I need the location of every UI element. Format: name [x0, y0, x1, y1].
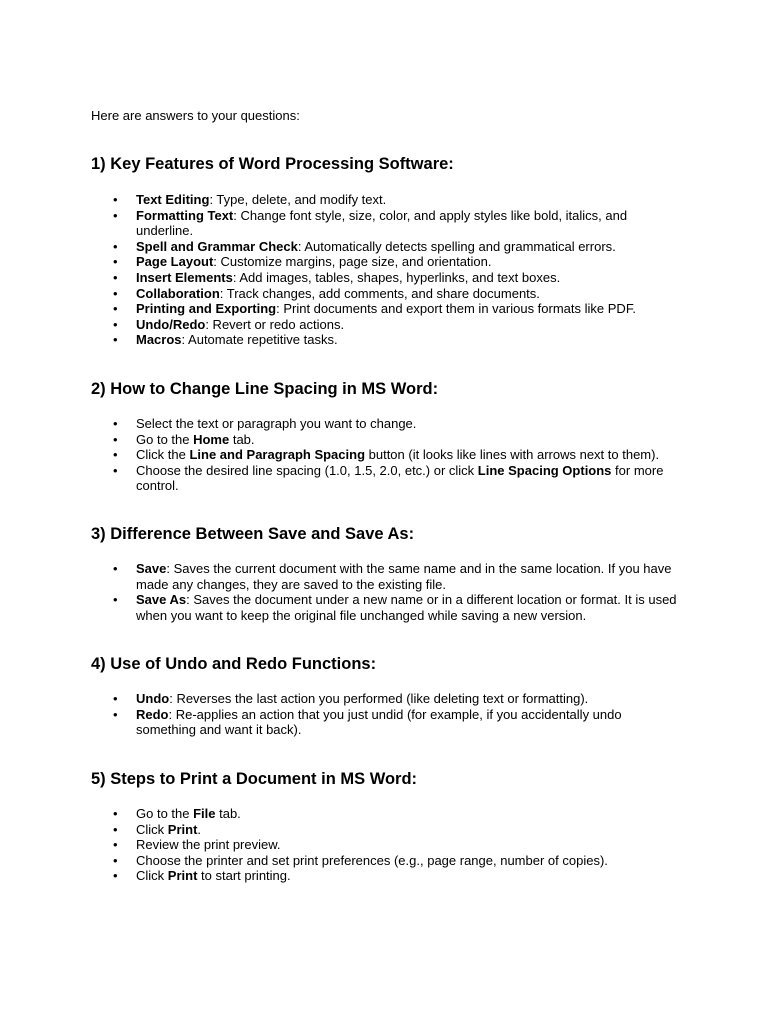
- list-item: • Insert Elements: Add images, tables, shapes, hyperlinks, and text boxes.: [113, 269, 561, 285]
- list-item: • Formatting Text: Change font style, size, color, and apply styles like bold, italics, and underline.: [113, 207, 628, 239]
- bullet-icon: •: [113, 207, 118, 223]
- document-page: [91, 108, 683, 884]
- list-item: • Undo: Reverses the last action you performed (like deleting text or formatting).: [113, 691, 589, 707]
- list-item: • Redo: Re-applies an action that you just undid (for example, if you accidentally undo something and want it back).: [113, 706, 622, 738]
- list-item: • Click the Line and Paragraph Spacing button (it looks like lines with arrows next to them).: [113, 447, 660, 463]
- list-item: • Go to the Home tab.: [113, 431, 255, 447]
- section-3-list: [91, 561, 683, 623]
- section-1-heading: 1) Key Features of Word Processing Software:: [91, 155, 454, 173]
- bullet-icon: •: [113, 462, 118, 478]
- list-item: • Select the text or paragraph you want to change.: [113, 415, 417, 431]
- list-item: • Review the print preview.: [113, 837, 281, 853]
- bullet-icon: •: [113, 316, 118, 332]
- list-item: • Spell and Grammar Check: Automatically detects spelling and grammatical errors.: [113, 238, 616, 254]
- bullet-icon: •: [113, 301, 118, 317]
- list-item: • Go to the File tab.: [113, 806, 241, 822]
- bullet-icon: •: [113, 868, 118, 884]
- list-item: • Click Print.: [113, 821, 202, 837]
- bullet-icon: •: [113, 691, 118, 707]
- section-4-list: [91, 691, 683, 738]
- bullet-icon: •: [113, 431, 118, 447]
- bullet-icon: •: [113, 821, 118, 837]
- list-item: • Collaboration: Track changes, add comments, and share documents.: [113, 285, 540, 301]
- bullet-icon: •: [113, 269, 118, 285]
- list-item: • Undo/Redo: Revert or redo actions.: [113, 316, 345, 332]
- bullet-icon: •: [113, 592, 118, 608]
- bullet-icon: •: [113, 447, 118, 463]
- section-3-heading: 3) Difference Between Save and Save As:: [91, 524, 415, 543]
- bullet-icon: •: [113, 806, 118, 822]
- list-item: • Text Editing: Type, delete, and modify text.: [113, 192, 387, 207]
- bullet-icon: •: [113, 852, 118, 868]
- section-5-heading: 5) Steps to Print a Document in MS Word:: [91, 770, 418, 789]
- bullet-icon: •: [113, 254, 118, 270]
- list-item: • Save: Saves the current document with the same name and in the same location. If you have made any changes, they are saved to the existing file.: [113, 560, 672, 592]
- list-item: • Choose the desired line spacing (1.0, 1.5, 2.0, etc.) or click Line Spacing Options for more control.: [113, 462, 664, 494]
- bullet-icon: •: [113, 415, 118, 431]
- section-2-heading: 2) How to Change Line Spacing in MS Word:: [91, 379, 439, 398]
- section-2-list: [91, 416, 683, 494]
- bullet-icon: •: [113, 332, 118, 348]
- list-item: • Page Layout: Customize margins, page size, and orientation.: [113, 254, 492, 270]
- list-item: • Choose the printer and set print preferences (e.g., page range, number of copies).: [113, 852, 608, 868]
- list-item: • Save As: Saves the document under a new name or in a different location or format. It is used when you want to keep the original file unchanged while saving a new version.: [113, 592, 677, 623]
- section-1-list: [91, 192, 683, 348]
- bullet-icon: •: [113, 285, 118, 301]
- list-item: • Printing and Exporting: Print documents and export them in various formats like PDF.: [113, 301, 636, 317]
- list-item: • Macros: Automate repetitive tasks.: [113, 332, 338, 348]
- bullet-icon: •: [113, 560, 118, 576]
- bullet-icon: •: [113, 192, 118, 207]
- section-5-list: [91, 806, 683, 884]
- bullet-icon: •: [113, 837, 118, 853]
- section-4-heading: 4) Use of Undo and Redo Functions:: [91, 655, 377, 674]
- intro-text: Here are answers to your questions:: [91, 108, 300, 123]
- bullet-icon: •: [113, 706, 118, 722]
- bullet-icon: •: [113, 238, 118, 254]
- list-item: • Click Print to start printing.: [113, 868, 291, 884]
